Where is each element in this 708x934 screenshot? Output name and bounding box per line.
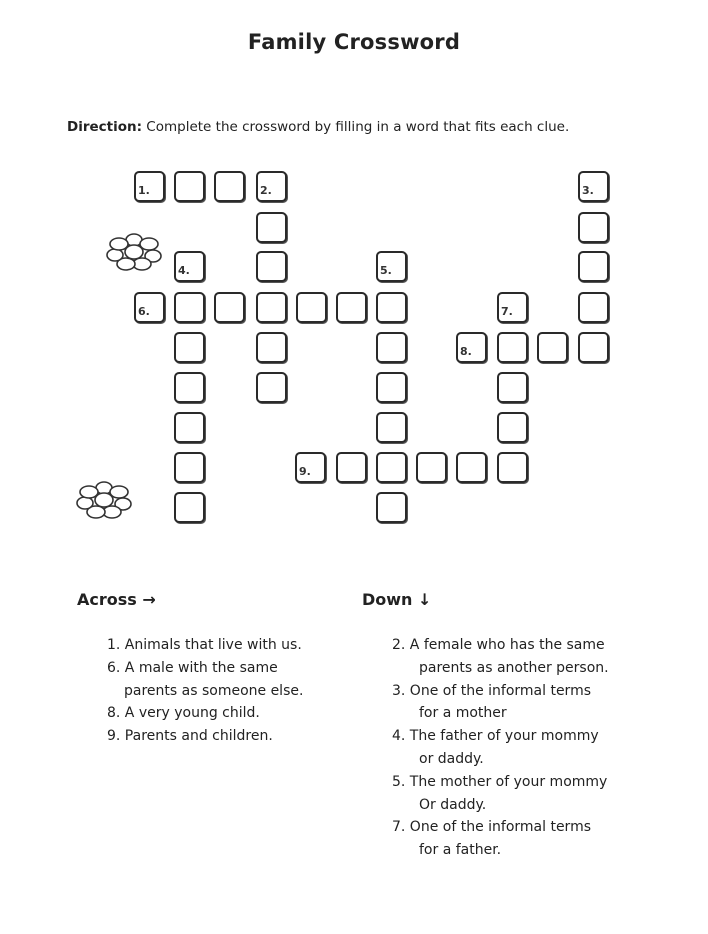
cell-5-down-1[interactable]	[376, 251, 407, 282]
cell-4-down-5[interactable]	[174, 412, 205, 443]
clue-down-5: 5. The mother of your mommy	[392, 773, 608, 790]
across-heading: Across →	[77, 590, 156, 609]
cell-6-across-2[interactable]	[174, 292, 205, 323]
clue-number-4: 4.	[178, 264, 190, 277]
down-heading: Down ↓	[362, 590, 432, 609]
clue-down-5-cont: Or daddy.	[419, 796, 487, 813]
cell-9-across-4[interactable]	[416, 452, 447, 483]
cell-5-down-5[interactable]	[376, 412, 407, 443]
cell-9-across-5[interactable]	[456, 452, 487, 483]
clue-down-4: 4. The father of your mommy	[392, 728, 599, 745]
direction-label: Direction:	[67, 119, 143, 135]
cell-8-across-4[interactable]	[578, 332, 609, 363]
cell-4-down-7[interactable]	[174, 492, 205, 523]
clue-across-8: 8. A very young child.	[107, 705, 260, 722]
cell-3-down-2[interactable]	[578, 212, 609, 243]
clue-number-3: 3.	[582, 184, 594, 197]
cell-7-down-4[interactable]	[497, 412, 528, 443]
clue-number-6: 6.	[138, 305, 150, 318]
cell-4-down-4[interactable]	[174, 372, 205, 403]
clue-number-7: 7.	[501, 305, 513, 318]
cell-6-across-4[interactable]	[256, 292, 287, 323]
cell-6-across-7[interactable]	[376, 292, 407, 323]
page-title: Family Crossword	[247, 30, 461, 54]
clue-number-5: 5.	[380, 264, 392, 277]
clue-number-8: 8.	[460, 345, 472, 358]
cell-5-down-7[interactable]	[376, 492, 407, 523]
cell-5-down-3[interactable]	[376, 332, 407, 363]
clue-across-6-cont: parents as someone else.	[124, 682, 304, 699]
cell-2-down-6[interactable]	[256, 372, 287, 403]
cell-1-across-3[interactable]	[214, 171, 245, 202]
direction-body: Complete the crossword by filling in a word that fits each clue.	[142, 119, 570, 135]
across-clues	[107, 634, 303, 748]
cell-9-across-1[interactable]	[295, 452, 326, 483]
clue-across-1: 1. Animals that live with us.	[107, 637, 302, 653]
cell-6-across-1[interactable]	[134, 292, 165, 323]
clue-down-3-cont: for a mother	[419, 705, 507, 722]
cell-1-across-4[interactable]	[256, 171, 287, 202]
cell-4-down-1[interactable]	[174, 251, 205, 282]
cell-6-across-6[interactable]	[336, 292, 367, 323]
cell-9-across-2[interactable]	[336, 452, 367, 483]
clue-number-9: 9.	[299, 465, 311, 478]
cell-3-down-4[interactable]	[578, 292, 609, 323]
clue-across-6: 6. A male with the same	[107, 659, 278, 676]
clue-down-2-cont: parents as another person.	[419, 659, 609, 676]
cell-9-across-3[interactable]	[376, 452, 407, 483]
cell-5-down-4[interactable]	[376, 372, 407, 403]
cell-3-down-1[interactable]	[578, 171, 609, 202]
clue-down-3: 3. One of the informal terms	[392, 682, 592, 699]
cell-1-across-2[interactable]	[174, 171, 205, 202]
down-clues	[392, 634, 609, 862]
clue-down-4-cont: or daddy.	[419, 750, 484, 767]
cell-8-across-1[interactable]	[456, 332, 487, 363]
clue-down-2: 2. A female who has the same	[392, 637, 605, 653]
cell-6-across-5[interactable]	[296, 292, 327, 323]
cell-8-across-2[interactable]	[497, 332, 528, 363]
clue-number-2: 2.	[260, 184, 272, 197]
cell-2-down-3[interactable]	[256, 251, 287, 282]
cell-3-down-3[interactable]	[578, 251, 609, 282]
clue-down-7: 7. One of the informal terms	[392, 819, 592, 836]
cell-8-across-3[interactable]	[537, 332, 568, 363]
flower-icon	[104, 231, 164, 273]
cell-4-down-6[interactable]	[174, 452, 205, 483]
cell-2-down-2[interactable]	[256, 212, 287, 243]
cell-4-down-3[interactable]	[174, 332, 205, 363]
cell-7-down-1[interactable]	[497, 292, 528, 323]
cell-1-across-1[interactable]	[134, 171, 165, 202]
cell-6-across-3[interactable]	[214, 292, 245, 323]
flower-icon	[74, 479, 134, 521]
clue-across-9: 9. Parents and children.	[107, 728, 273, 745]
cell-9-across-6[interactable]	[497, 452, 528, 483]
cell-7-down-3[interactable]	[497, 372, 528, 403]
cell-2-down-5[interactable]	[256, 332, 287, 363]
clue-down-7-cont: for a father.	[419, 842, 502, 859]
clue-number-1: 1.	[138, 184, 150, 197]
